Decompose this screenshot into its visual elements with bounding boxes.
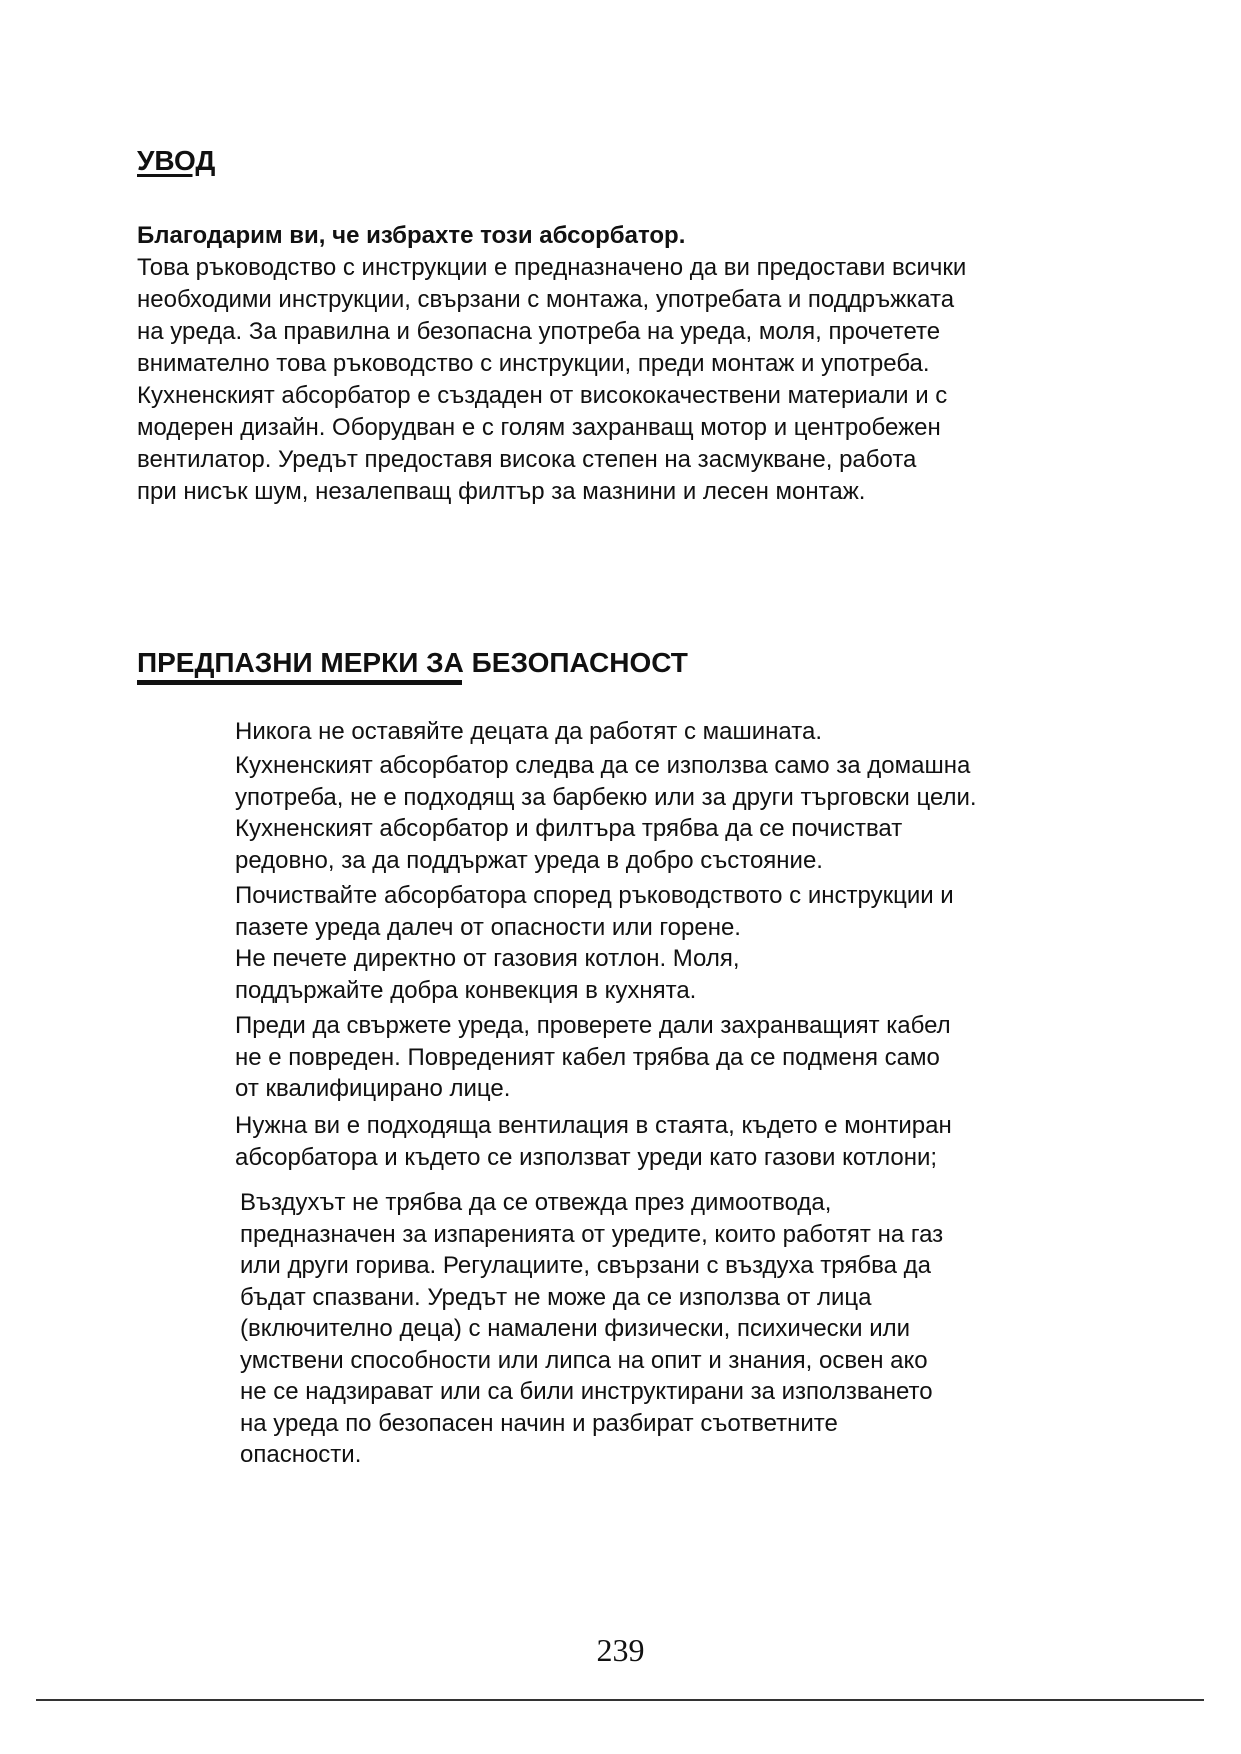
safety-line: или други горива. Регулациите, свързани с въздуха трябва да: [240, 1252, 931, 1279]
safety-item: [235, 1110, 1115, 1173]
safety-item: [235, 813, 1115, 876]
safety-line: редовно, за да поддържат уреда в добро състояние.: [235, 846, 823, 874]
safety-line: Кухненският абсорбатор и филтъра трябва да се почистват: [235, 815, 903, 842]
intro-line: необходими инструкции, свързани с монтажа, употребата и поддръжката: [137, 286, 955, 313]
safety-line: поддържайте добра конвекция в кухнята.: [235, 976, 697, 1004]
safety-line: пазете уреда далеч от опасности или горене.: [235, 913, 741, 941]
safety-line: Никога не оставяйте децата да работят с машината.: [235, 718, 822, 745]
safety-line: Не печете директно от газовия котлон. Моля,: [235, 945, 740, 972]
safety-heading: ПРЕДПАЗНИ МЕРКИ ЗА БЕЗОПАСНОСТ: [137, 647, 688, 678]
safety-item: [240, 1187, 1120, 1471]
safety-line: опасности.: [240, 1441, 362, 1468]
safety-line: умствени способности или липса на опит и знания, освен ако: [240, 1346, 928, 1374]
page-number: 239: [596, 1632, 645, 1668]
intro-line: Кухненският абсорбатор е създаден от висококачествени материали и с: [137, 382, 948, 409]
safety-line: Почиствайте абсорбатора според ръководството с инструкции и: [235, 882, 954, 909]
safety-line: Нужна ви е подходяща вентилация в стаята, където е монтиран: [235, 1112, 952, 1139]
safety-item: [235, 716, 1115, 748]
safety-line: употреба, не е подходящ за барбекю или за други търговски цели.: [235, 783, 977, 811]
intro-paragraph: [137, 252, 1137, 508]
intro-lead: Благодарим ви, че избрахте този абсорбатор.: [137, 222, 686, 249]
intro-line: модерен дизайн. Оборудван е с голям захранващ мотор и центробежен: [137, 414, 941, 441]
intro-line: при нисък шум, незалепващ филтър за мазнини и лесен монтаж.: [137, 478, 866, 505]
safety-line: не е повреден. Повреденият кабел трябва да се подменя само: [235, 1043, 940, 1071]
safety-line: бъдат спазвани. Уредът не може да се използва от лица: [240, 1283, 872, 1311]
intro-line: Това ръководство с инструкции е предназначено да ви предостави всички: [137, 254, 967, 281]
intro-line: вентилатор. Уредът предоставя висока степен на засмукване, работа: [137, 446, 917, 473]
safety-line: не се надзирават или са били инструктирани за използването: [240, 1378, 933, 1405]
safety-item: [235, 880, 1115, 943]
safety-line: Въздухът не трябва да се отвежда през димоотвода,: [240, 1189, 832, 1216]
safety-item: [235, 943, 1115, 1006]
safety-line: абсорбатора и където се използват уреди като газови котлони;: [235, 1143, 938, 1171]
safety-line: от квалифицирано лице.: [235, 1075, 511, 1102]
safety-item: [235, 1010, 1115, 1105]
intro-heading: УВОД: [137, 145, 216, 176]
safety-heading-underline: [137, 680, 462, 685]
safety-line: Кухненският абсорбатор следва да се използва само за домашна: [235, 752, 971, 779]
safety-line: на уреда по безопасен начин и разбират съответните: [240, 1409, 838, 1437]
footer-divider: [36, 1699, 1204, 1701]
safety-line: (включително деца) с намалени физически, психически или: [240, 1315, 911, 1342]
safety-item: [235, 750, 1115, 813]
intro-line: внимателно това ръководство с инструкции, преди монтаж и употреба.: [137, 350, 930, 377]
safety-line: Преди да свържете уреда, проверете дали захранващият кабел: [235, 1012, 951, 1039]
intro-line: на уреда. За правилна и безопасна употреба на уреда, моля, прочетете: [137, 318, 941, 345]
safety-line: предназначен за изпаренията от уредите, които работят на газ: [240, 1220, 944, 1248]
